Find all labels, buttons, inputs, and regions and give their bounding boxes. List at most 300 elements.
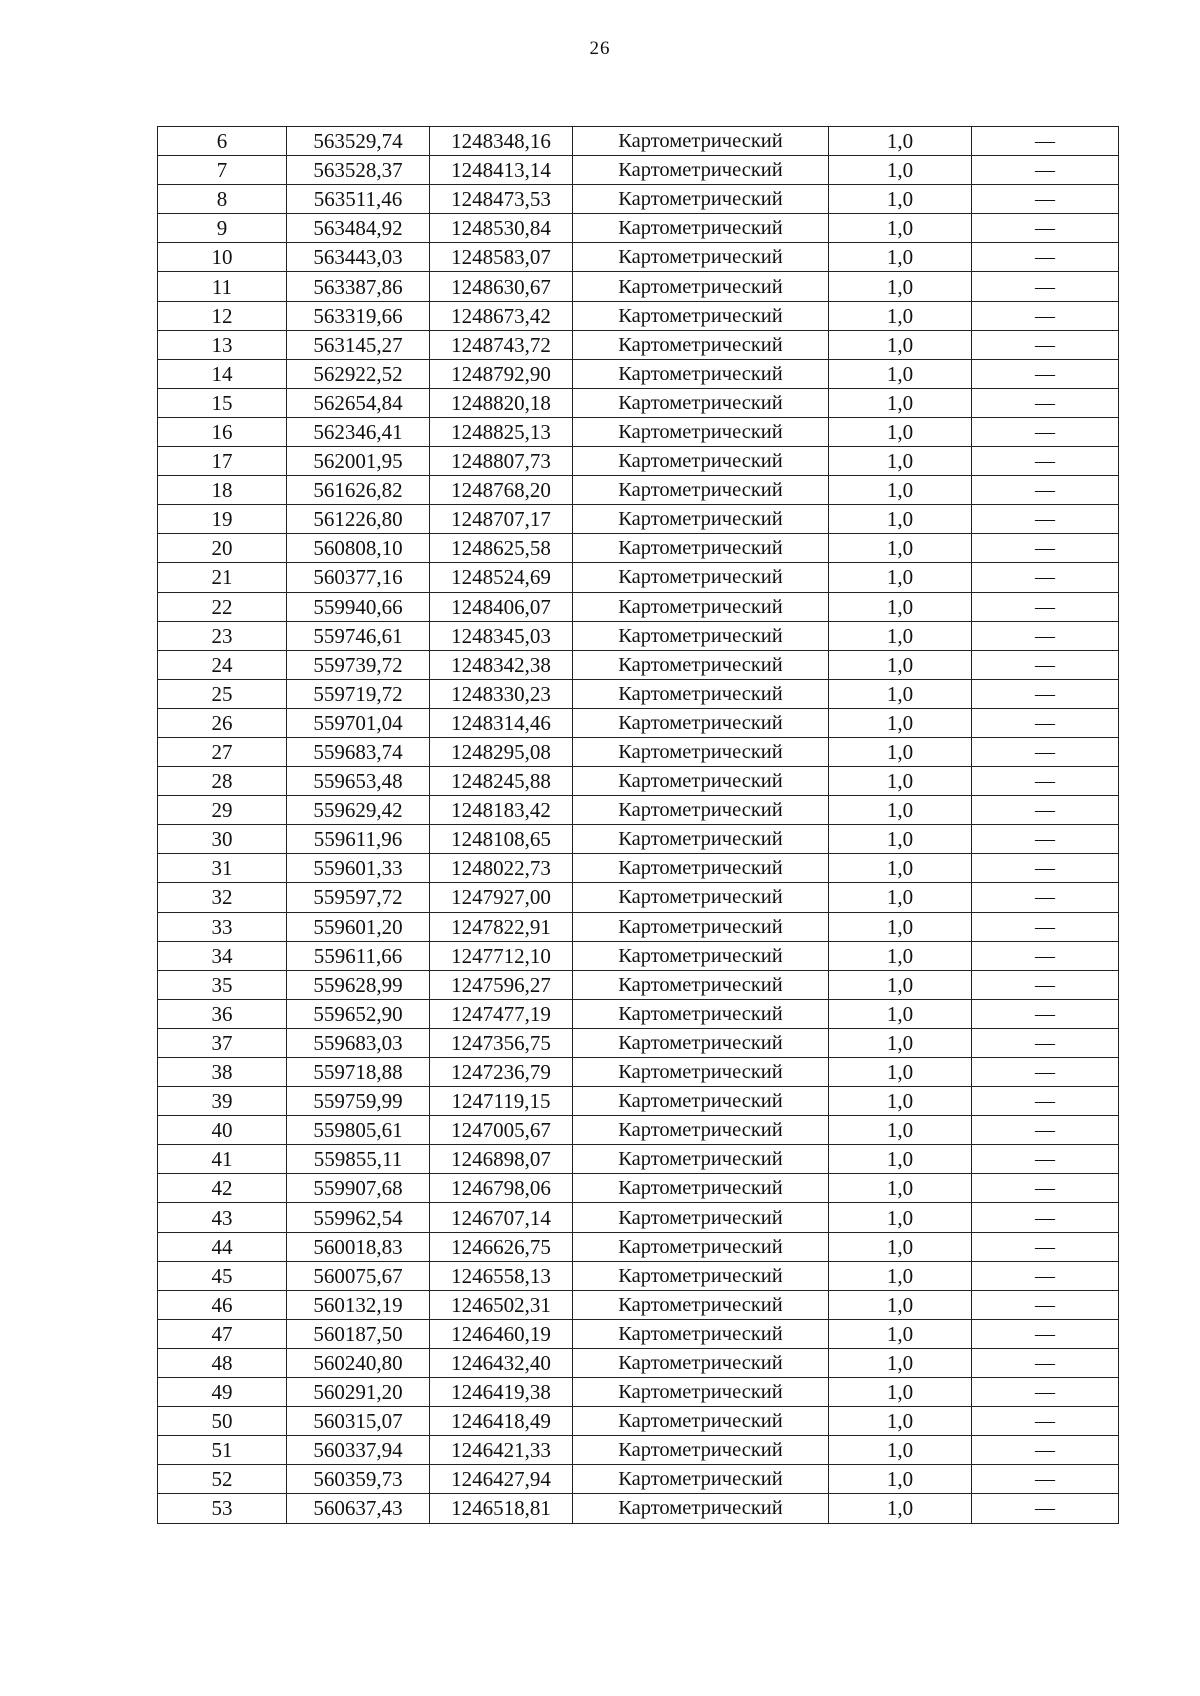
note-cell: — [972,330,1119,359]
method-cell: Картометрический [573,1436,829,1465]
point-number-cell: 34 [158,941,287,970]
x-coordinate-cell: 559940,66 [287,592,430,621]
y-coordinate-cell: 1247236,79 [430,1058,573,1087]
accuracy-cell: 1,0 [829,1058,972,1087]
note-cell: — [972,767,1119,796]
note-cell: — [972,1378,1119,1407]
table-row [158,1145,1119,1174]
point-number-cell: 8 [158,185,287,214]
table-row [158,214,1119,243]
method-cell: Картометрический [573,214,829,243]
point-number-cell: 20 [158,534,287,563]
x-coordinate-cell: 559652,90 [287,999,430,1028]
method-cell: Картометрический [573,185,829,214]
note-cell: — [972,185,1119,214]
y-coordinate-cell: 1248406,07 [430,592,573,621]
accuracy-cell: 1,0 [829,1261,972,1290]
method-cell: Картометрический [573,330,829,359]
table-row [158,1348,1119,1377]
point-number-cell: 49 [158,1378,287,1407]
note-cell: — [972,1116,1119,1145]
table-row [158,1407,1119,1436]
accuracy-cell: 1,0 [829,563,972,592]
accuracy-cell: 1,0 [829,1436,972,1465]
point-number-cell: 36 [158,999,287,1028]
point-number-cell: 39 [158,1087,287,1116]
y-coordinate-cell: 1246421,33 [430,1436,573,1465]
accuracy-cell: 1,0 [829,970,972,999]
y-coordinate-cell: 1248825,13 [430,417,573,446]
point-number-cell: 51 [158,1436,287,1465]
table-row [158,1465,1119,1494]
method-cell: Картометрический [573,1290,829,1319]
table-row [158,534,1119,563]
point-number-cell: 27 [158,737,287,766]
method-cell: Картометрический [573,1087,829,1116]
x-coordinate-cell: 563528,37 [287,156,430,185]
table-row [158,1232,1119,1261]
method-cell: Картометрический [573,1378,829,1407]
method-cell: Картометрический [573,156,829,185]
point-number-cell: 10 [158,243,287,272]
y-coordinate-cell: 1246460,19 [430,1319,573,1348]
method-cell: Картометрический [573,825,829,854]
y-coordinate-cell: 1248792,90 [430,359,573,388]
table-row [158,417,1119,446]
table-row [158,1058,1119,1087]
point-number-cell: 31 [158,854,287,883]
table-row [158,1087,1119,1116]
y-coordinate-cell: 1248807,73 [430,447,573,476]
table-row [158,388,1119,417]
table-row [158,330,1119,359]
accuracy-cell: 1,0 [829,621,972,650]
y-coordinate-cell: 1248524,69 [430,563,573,592]
table-row [158,505,1119,534]
x-coordinate-cell: 559719,72 [287,679,430,708]
table-row [158,1319,1119,1348]
accuracy-cell: 1,0 [829,127,972,156]
x-coordinate-cell: 563319,66 [287,301,430,330]
note-cell: — [972,1145,1119,1174]
y-coordinate-cell: 1248413,14 [430,156,573,185]
y-coordinate-cell: 1246558,13 [430,1261,573,1290]
x-coordinate-cell: 562001,95 [287,447,430,476]
x-coordinate-cell: 559746,61 [287,621,430,650]
x-coordinate-cell: 559962,54 [287,1203,430,1232]
y-coordinate-cell: 1246798,06 [430,1174,573,1203]
note-cell: — [972,359,1119,388]
x-coordinate-cell: 559629,42 [287,796,430,825]
method-cell: Картометрический [573,1494,829,1523]
note-cell: — [972,941,1119,970]
method-cell: Картометрический [573,534,829,563]
accuracy-cell: 1,0 [829,941,972,970]
table-row [158,679,1119,708]
table-row [158,301,1119,330]
point-number-cell: 6 [158,127,287,156]
accuracy-cell: 1,0 [829,1203,972,1232]
point-number-cell: 46 [158,1290,287,1319]
x-coordinate-cell: 559718,88 [287,1058,430,1087]
y-coordinate-cell: 1248473,53 [430,185,573,214]
point-number-cell: 23 [158,621,287,650]
point-number-cell: 29 [158,796,287,825]
note-cell: — [972,679,1119,708]
accuracy-cell: 1,0 [829,1232,972,1261]
accuracy-cell: 1,0 [829,272,972,301]
point-number-cell: 13 [158,330,287,359]
accuracy-cell: 1,0 [829,883,972,912]
point-number-cell: 40 [158,1116,287,1145]
accuracy-cell: 1,0 [829,592,972,621]
method-cell: Картометрический [573,999,829,1028]
table-row [158,999,1119,1028]
point-number-cell: 26 [158,708,287,737]
note-cell: — [972,970,1119,999]
note-cell: — [972,999,1119,1028]
point-number-cell: 42 [158,1174,287,1203]
x-coordinate-cell: 560637,43 [287,1494,430,1523]
note-cell: — [972,883,1119,912]
accuracy-cell: 1,0 [829,301,972,330]
x-coordinate-cell: 559739,72 [287,650,430,679]
accuracy-cell: 1,0 [829,1028,972,1057]
y-coordinate-cell: 1248673,42 [430,301,573,330]
method-cell: Картометрический [573,621,829,650]
y-coordinate-cell: 1246502,31 [430,1290,573,1319]
note-cell: — [972,563,1119,592]
table-row [158,447,1119,476]
method-cell: Картометрический [573,796,829,825]
table-row [158,970,1119,999]
y-coordinate-cell: 1246418,49 [430,1407,573,1436]
note-cell: — [972,214,1119,243]
x-coordinate-cell: 559805,61 [287,1116,430,1145]
method-cell: Картометрический [573,1319,829,1348]
x-coordinate-cell: 559597,72 [287,883,430,912]
method-cell: Картометрический [573,767,829,796]
x-coordinate-cell: 560291,20 [287,1378,430,1407]
point-number-cell: 33 [158,912,287,941]
method-cell: Картометрический [573,1261,829,1290]
method-cell: Картометрический [573,447,829,476]
y-coordinate-cell: 1248345,03 [430,621,573,650]
method-cell: Картометрический [573,708,829,737]
accuracy-cell: 1,0 [829,1087,972,1116]
accuracy-cell: 1,0 [829,679,972,708]
x-coordinate-cell: 560240,80 [287,1348,430,1377]
point-number-cell: 45 [158,1261,287,1290]
coordinates-table-body [158,127,1119,1524]
note-cell: — [972,1028,1119,1057]
method-cell: Картометрический [573,272,829,301]
accuracy-cell: 1,0 [829,1407,972,1436]
accuracy-cell: 1,0 [829,1145,972,1174]
y-coordinate-cell: 1248348,16 [430,127,573,156]
point-number-cell: 17 [158,447,287,476]
y-coordinate-cell: 1247596,27 [430,970,573,999]
x-coordinate-cell: 562654,84 [287,388,430,417]
y-coordinate-cell: 1248295,08 [430,737,573,766]
accuracy-cell: 1,0 [829,505,972,534]
method-cell: Картометрический [573,1058,829,1087]
y-coordinate-cell: 1247822,91 [430,912,573,941]
x-coordinate-cell: 559611,96 [287,825,430,854]
method-cell: Картометрический [573,1203,829,1232]
table-row [158,1028,1119,1057]
accuracy-cell: 1,0 [829,708,972,737]
accuracy-cell: 1,0 [829,1378,972,1407]
x-coordinate-cell: 559907,68 [287,1174,430,1203]
accuracy-cell: 1,0 [829,388,972,417]
table-row [158,1203,1119,1232]
table-row [158,1116,1119,1145]
accuracy-cell: 1,0 [829,825,972,854]
table-row [158,767,1119,796]
accuracy-cell: 1,0 [829,796,972,825]
x-coordinate-cell: 559601,33 [287,854,430,883]
note-cell: — [972,1261,1119,1290]
table-row [158,1174,1119,1203]
note-cell: — [972,388,1119,417]
note-cell: — [972,534,1119,563]
table-row [158,1436,1119,1465]
accuracy-cell: 1,0 [829,650,972,679]
accuracy-cell: 1,0 [829,1116,972,1145]
x-coordinate-cell: 563511,46 [287,185,430,214]
x-coordinate-cell: 560377,16 [287,563,430,592]
table-row [158,912,1119,941]
table-row [158,127,1119,156]
note-cell: — [972,243,1119,272]
accuracy-cell: 1,0 [829,737,972,766]
method-cell: Картометрический [573,970,829,999]
accuracy-cell: 1,0 [829,767,972,796]
note-cell: — [972,737,1119,766]
accuracy-cell: 1,0 [829,243,972,272]
method-cell: Картометрический [573,505,829,534]
table-row [158,650,1119,679]
x-coordinate-cell: 559611,66 [287,941,430,970]
y-coordinate-cell: 1248820,18 [430,388,573,417]
point-number-cell: 15 [158,388,287,417]
table-row [158,243,1119,272]
point-number-cell: 11 [158,272,287,301]
note-cell: — [972,505,1119,534]
method-cell: Картометрический [573,592,829,621]
accuracy-cell: 1,0 [829,156,972,185]
point-number-cell: 47 [158,1319,287,1348]
table-row [158,825,1119,854]
x-coordinate-cell: 561226,80 [287,505,430,534]
point-number-cell: 18 [158,476,287,505]
method-cell: Картометрический [573,883,829,912]
table-row [158,359,1119,388]
note-cell: — [972,621,1119,650]
x-coordinate-cell: 563529,74 [287,127,430,156]
table-row [158,156,1119,185]
note-cell: — [972,127,1119,156]
method-cell: Картометрический [573,476,829,505]
x-coordinate-cell: 559653,48 [287,767,430,796]
note-cell: — [972,417,1119,446]
note-cell: — [972,1407,1119,1436]
point-number-cell: 24 [158,650,287,679]
y-coordinate-cell: 1246432,40 [430,1348,573,1377]
x-coordinate-cell: 560075,67 [287,1261,430,1290]
point-number-cell: 7 [158,156,287,185]
accuracy-cell: 1,0 [829,999,972,1028]
x-coordinate-cell: 562922,52 [287,359,430,388]
table-row [158,563,1119,592]
point-number-cell: 48 [158,1348,287,1377]
method-cell: Картометрический [573,1028,829,1057]
x-coordinate-cell: 560808,10 [287,534,430,563]
y-coordinate-cell: 1248625,58 [430,534,573,563]
accuracy-cell: 1,0 [829,447,972,476]
method-cell: Картометрический [573,359,829,388]
accuracy-cell: 1,0 [829,534,972,563]
point-number-cell: 44 [158,1232,287,1261]
table-row [158,737,1119,766]
method-cell: Картометрический [573,301,829,330]
note-cell: — [972,708,1119,737]
page-number: 26 [589,38,611,59]
x-coordinate-cell: 559701,04 [287,708,430,737]
note-cell: — [972,1465,1119,1494]
accuracy-cell: 1,0 [829,214,972,243]
point-number-cell: 30 [158,825,287,854]
table-row [158,796,1119,825]
point-number-cell: 28 [158,767,287,796]
x-coordinate-cell: 560359,73 [287,1465,430,1494]
x-coordinate-cell: 563443,03 [287,243,430,272]
point-number-cell: 32 [158,883,287,912]
x-coordinate-cell: 560315,07 [287,1407,430,1436]
accuracy-cell: 1,0 [829,1174,972,1203]
note-cell: — [972,854,1119,883]
y-coordinate-cell: 1246427,94 [430,1465,573,1494]
y-coordinate-cell: 1247356,75 [430,1028,573,1057]
y-coordinate-cell: 1246707,14 [430,1203,573,1232]
table-row [158,854,1119,883]
note-cell: — [972,1058,1119,1087]
x-coordinate-cell: 560187,50 [287,1319,430,1348]
y-coordinate-cell: 1246518,81 [430,1494,573,1523]
note-cell: — [972,156,1119,185]
y-coordinate-cell: 1248245,88 [430,767,573,796]
note-cell: — [972,447,1119,476]
note-cell: — [972,1174,1119,1203]
point-number-cell: 37 [158,1028,287,1057]
method-cell: Картометрический [573,1407,829,1436]
y-coordinate-cell: 1248630,67 [430,272,573,301]
note-cell: — [972,476,1119,505]
note-cell: — [972,1319,1119,1348]
x-coordinate-cell: 563484,92 [287,214,430,243]
x-coordinate-cell: 560337,94 [287,1436,430,1465]
method-cell: Картометрический [573,563,829,592]
table-row [158,941,1119,970]
table-row [158,185,1119,214]
x-coordinate-cell: 560018,83 [287,1232,430,1261]
method-cell: Картометрический [573,243,829,272]
method-cell: Картометрический [573,854,829,883]
y-coordinate-cell: 1247119,15 [430,1087,573,1116]
y-coordinate-cell: 1248108,65 [430,825,573,854]
method-cell: Картометрический [573,1465,829,1494]
table-row [158,272,1119,301]
note-cell: — [972,796,1119,825]
note-cell: — [972,1203,1119,1232]
y-coordinate-cell: 1248768,20 [430,476,573,505]
note-cell: — [972,1494,1119,1523]
accuracy-cell: 1,0 [829,1319,972,1348]
y-coordinate-cell: 1248530,84 [430,214,573,243]
point-number-cell: 9 [158,214,287,243]
point-number-cell: 43 [158,1203,287,1232]
x-coordinate-cell: 559601,20 [287,912,430,941]
point-number-cell: 25 [158,679,287,708]
accuracy-cell: 1,0 [829,1290,972,1319]
method-cell: Картометрический [573,737,829,766]
method-cell: Картометрический [573,1348,829,1377]
accuracy-cell: 1,0 [829,1465,972,1494]
y-coordinate-cell: 1248183,42 [430,796,573,825]
x-coordinate-cell: 563387,86 [287,272,430,301]
accuracy-cell: 1,0 [829,185,972,214]
note-cell: — [972,1232,1119,1261]
x-coordinate-cell: 559683,74 [287,737,430,766]
y-coordinate-cell: 1247712,10 [430,941,573,970]
y-coordinate-cell: 1248022,73 [430,854,573,883]
point-number-cell: 50 [158,1407,287,1436]
accuracy-cell: 1,0 [829,1494,972,1523]
y-coordinate-cell: 1248342,38 [430,650,573,679]
table-row [158,476,1119,505]
method-cell: Картометрический [573,388,829,417]
point-number-cell: 38 [158,1058,287,1087]
table-row [158,621,1119,650]
y-coordinate-cell: 1246898,07 [430,1145,573,1174]
note-cell: — [972,912,1119,941]
point-number-cell: 53 [158,1494,287,1523]
y-coordinate-cell: 1246626,75 [430,1232,573,1261]
method-cell: Картометрический [573,941,829,970]
note-cell: — [972,650,1119,679]
note-cell: — [972,592,1119,621]
x-coordinate-cell: 560132,19 [287,1290,430,1319]
y-coordinate-cell: 1248743,72 [430,330,573,359]
x-coordinate-cell: 559855,11 [287,1145,430,1174]
method-cell: Картометрический [573,1232,829,1261]
note-cell: — [972,301,1119,330]
x-coordinate-cell: 563145,27 [287,330,430,359]
method-cell: Картометрический [573,1116,829,1145]
table-row [158,1290,1119,1319]
table-row [158,592,1119,621]
point-number-cell: 12 [158,301,287,330]
point-number-cell: 19 [158,505,287,534]
note-cell: — [972,825,1119,854]
x-coordinate-cell: 561626,82 [287,476,430,505]
method-cell: Картометрический [573,417,829,446]
x-coordinate-cell: 559759,99 [287,1087,430,1116]
table-row [158,1261,1119,1290]
x-coordinate-cell: 559683,03 [287,1028,430,1057]
y-coordinate-cell: 1248707,17 [430,505,573,534]
